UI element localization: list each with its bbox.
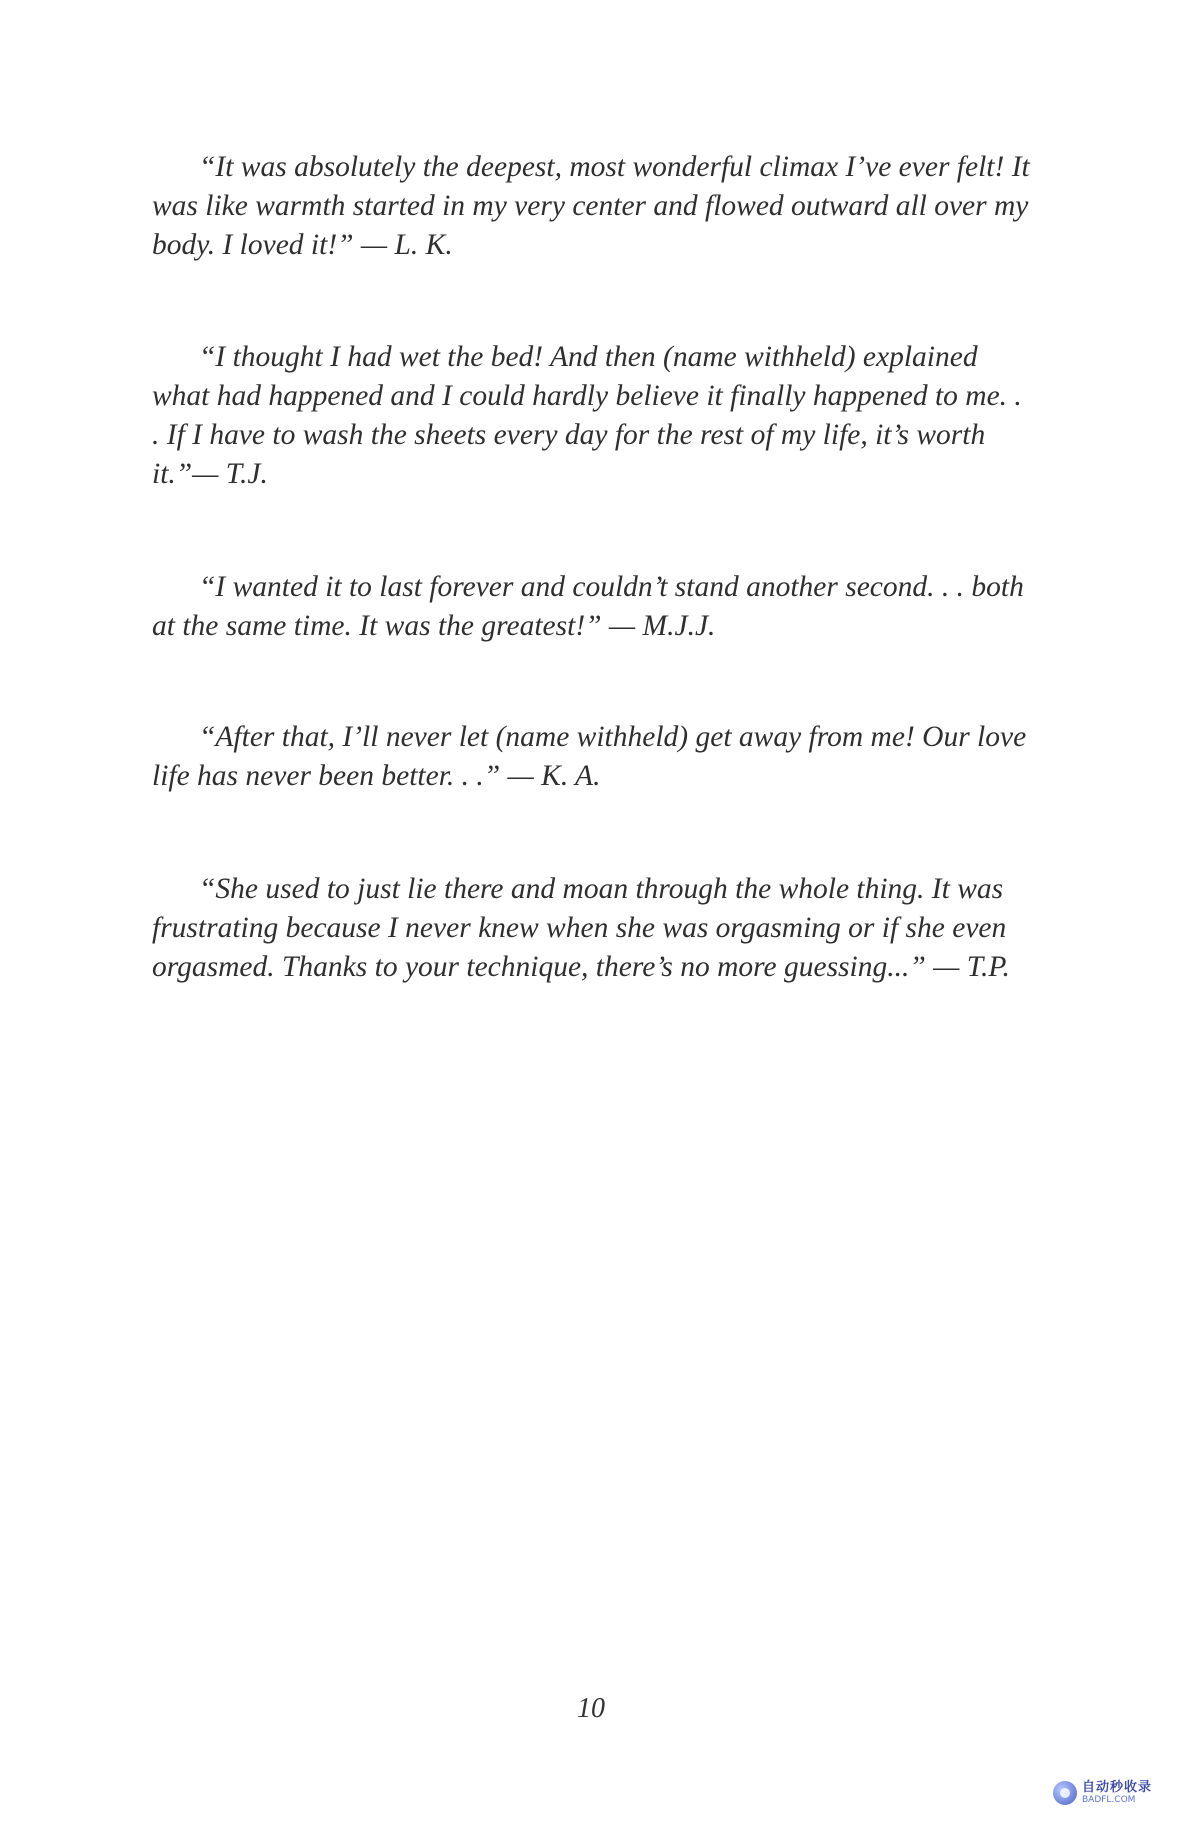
- testimonial-paragraph: “I wanted it to last forever and couldn’t stand another second. . . both at the same time. It was the greatest!” — M.J.J.: [152, 571, 1024, 642]
- testimonial-paragraph: “I thought I had wet the bed! And then (name withheld) explained what had happened and I could hardly believe it finally happened to me. . . If I have to wash the sheets every day for the rest of my life, it’s worth it.”— T.J.: [152, 341, 1022, 490]
- testimonial-paragraph: “It was absolutely the deepest, most wonderful climax I’ve ever felt! It was like warmth started in my very center and flowed outward all over my body. I loved it!” — L. K.: [152, 151, 1030, 261]
- page-number: 10: [577, 1693, 605, 1724]
- testimonial-paragraph: “After that, I’ll never let (name withheld) get away from me! Our love life has never been better. . .” — K. A.: [152, 721, 1027, 792]
- watermark: [1053, 1781, 1152, 1805]
- watermark-logo-icon: [1053, 1781, 1077, 1805]
- watermark-cn-label: 自动秒收录: [1081, 1780, 1152, 1795]
- watermark-en-label: BADFL.COM: [1081, 1795, 1136, 1805]
- testimonial-paragraph: “She used to just lie there and moan through the whole thing. It was frustrating because I never knew when she was orgasming or if she even orgasmed. Thanks to your technique, there’s no more guessing...” — T.P.: [152, 873, 1010, 983]
- watermark-text: [1082, 1781, 1152, 1805]
